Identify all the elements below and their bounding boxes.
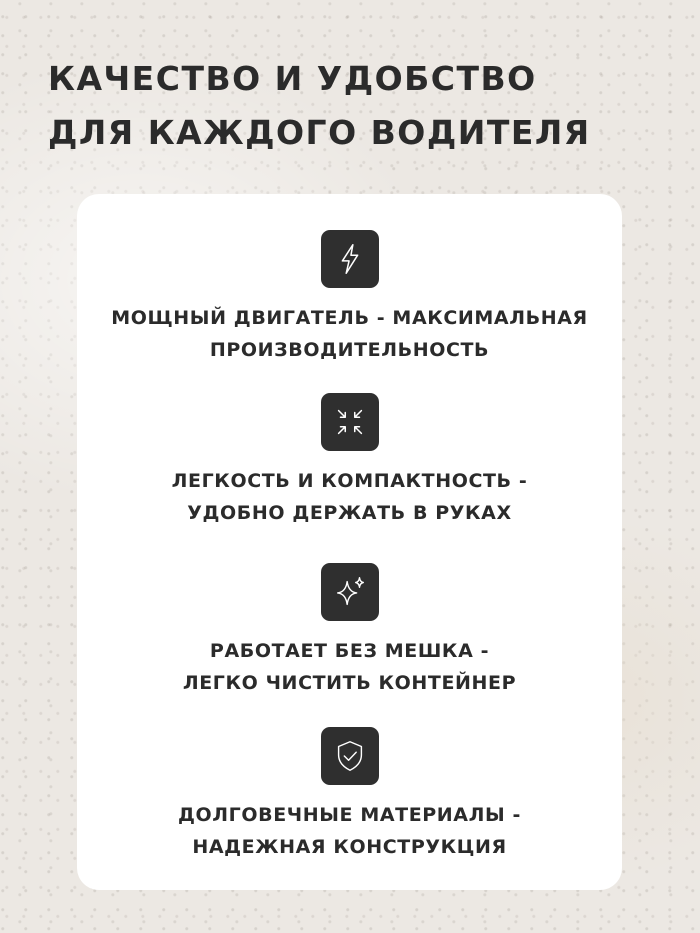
shield-check-icon (321, 727, 379, 785)
feature-text (77, 635, 622, 699)
feature-line-1: ДОЛГОВЕЧНЫЕ МАТЕРИАЛЫ - (178, 804, 521, 826)
feature-line-1: РАБОТАЕТ БЕЗ МЕШКА - (209, 640, 490, 662)
lightning-icon (321, 230, 379, 288)
page-title (48, 52, 591, 160)
page-title-line-1: КАЧЕСТВО И УДОБСТВО (48, 59, 537, 98)
feature-line-2: УДОБНО ДЕРЖАТЬ В РУКАХ (187, 502, 512, 524)
features-card (77, 194, 622, 890)
feature-line-1: ЛЕГКОСТЬ И КОМПАКТНОСТЬ - (171, 470, 528, 492)
compress-arrows-icon (321, 393, 379, 451)
feature-line-1: МОЩНЫЙ ДВИГАТЕЛЬ - МАКСИМАЛЬНАЯ (111, 307, 588, 329)
page-title-line-2: ДЛЯ КАЖДОГО ВОДИТЕЛЯ (48, 113, 591, 152)
feature-compact (77, 393, 622, 529)
feature-bagless (77, 563, 622, 699)
feature-powerful-motor (77, 230, 622, 366)
feature-text (77, 465, 622, 529)
feature-line-2: ЛЕГКО ЧИСТИТЬ КОНТЕЙНЕР (182, 672, 517, 694)
feature-text (77, 799, 622, 863)
sparkle-icon (321, 563, 379, 621)
feature-line-2: НАДЕЖНАЯ КОНСТРУКЦИЯ (192, 836, 507, 858)
feature-line-2: ПРОИЗВОДИТЕЛЬНОСТЬ (209, 339, 490, 361)
feature-text (77, 302, 622, 366)
feature-durable (77, 727, 622, 863)
